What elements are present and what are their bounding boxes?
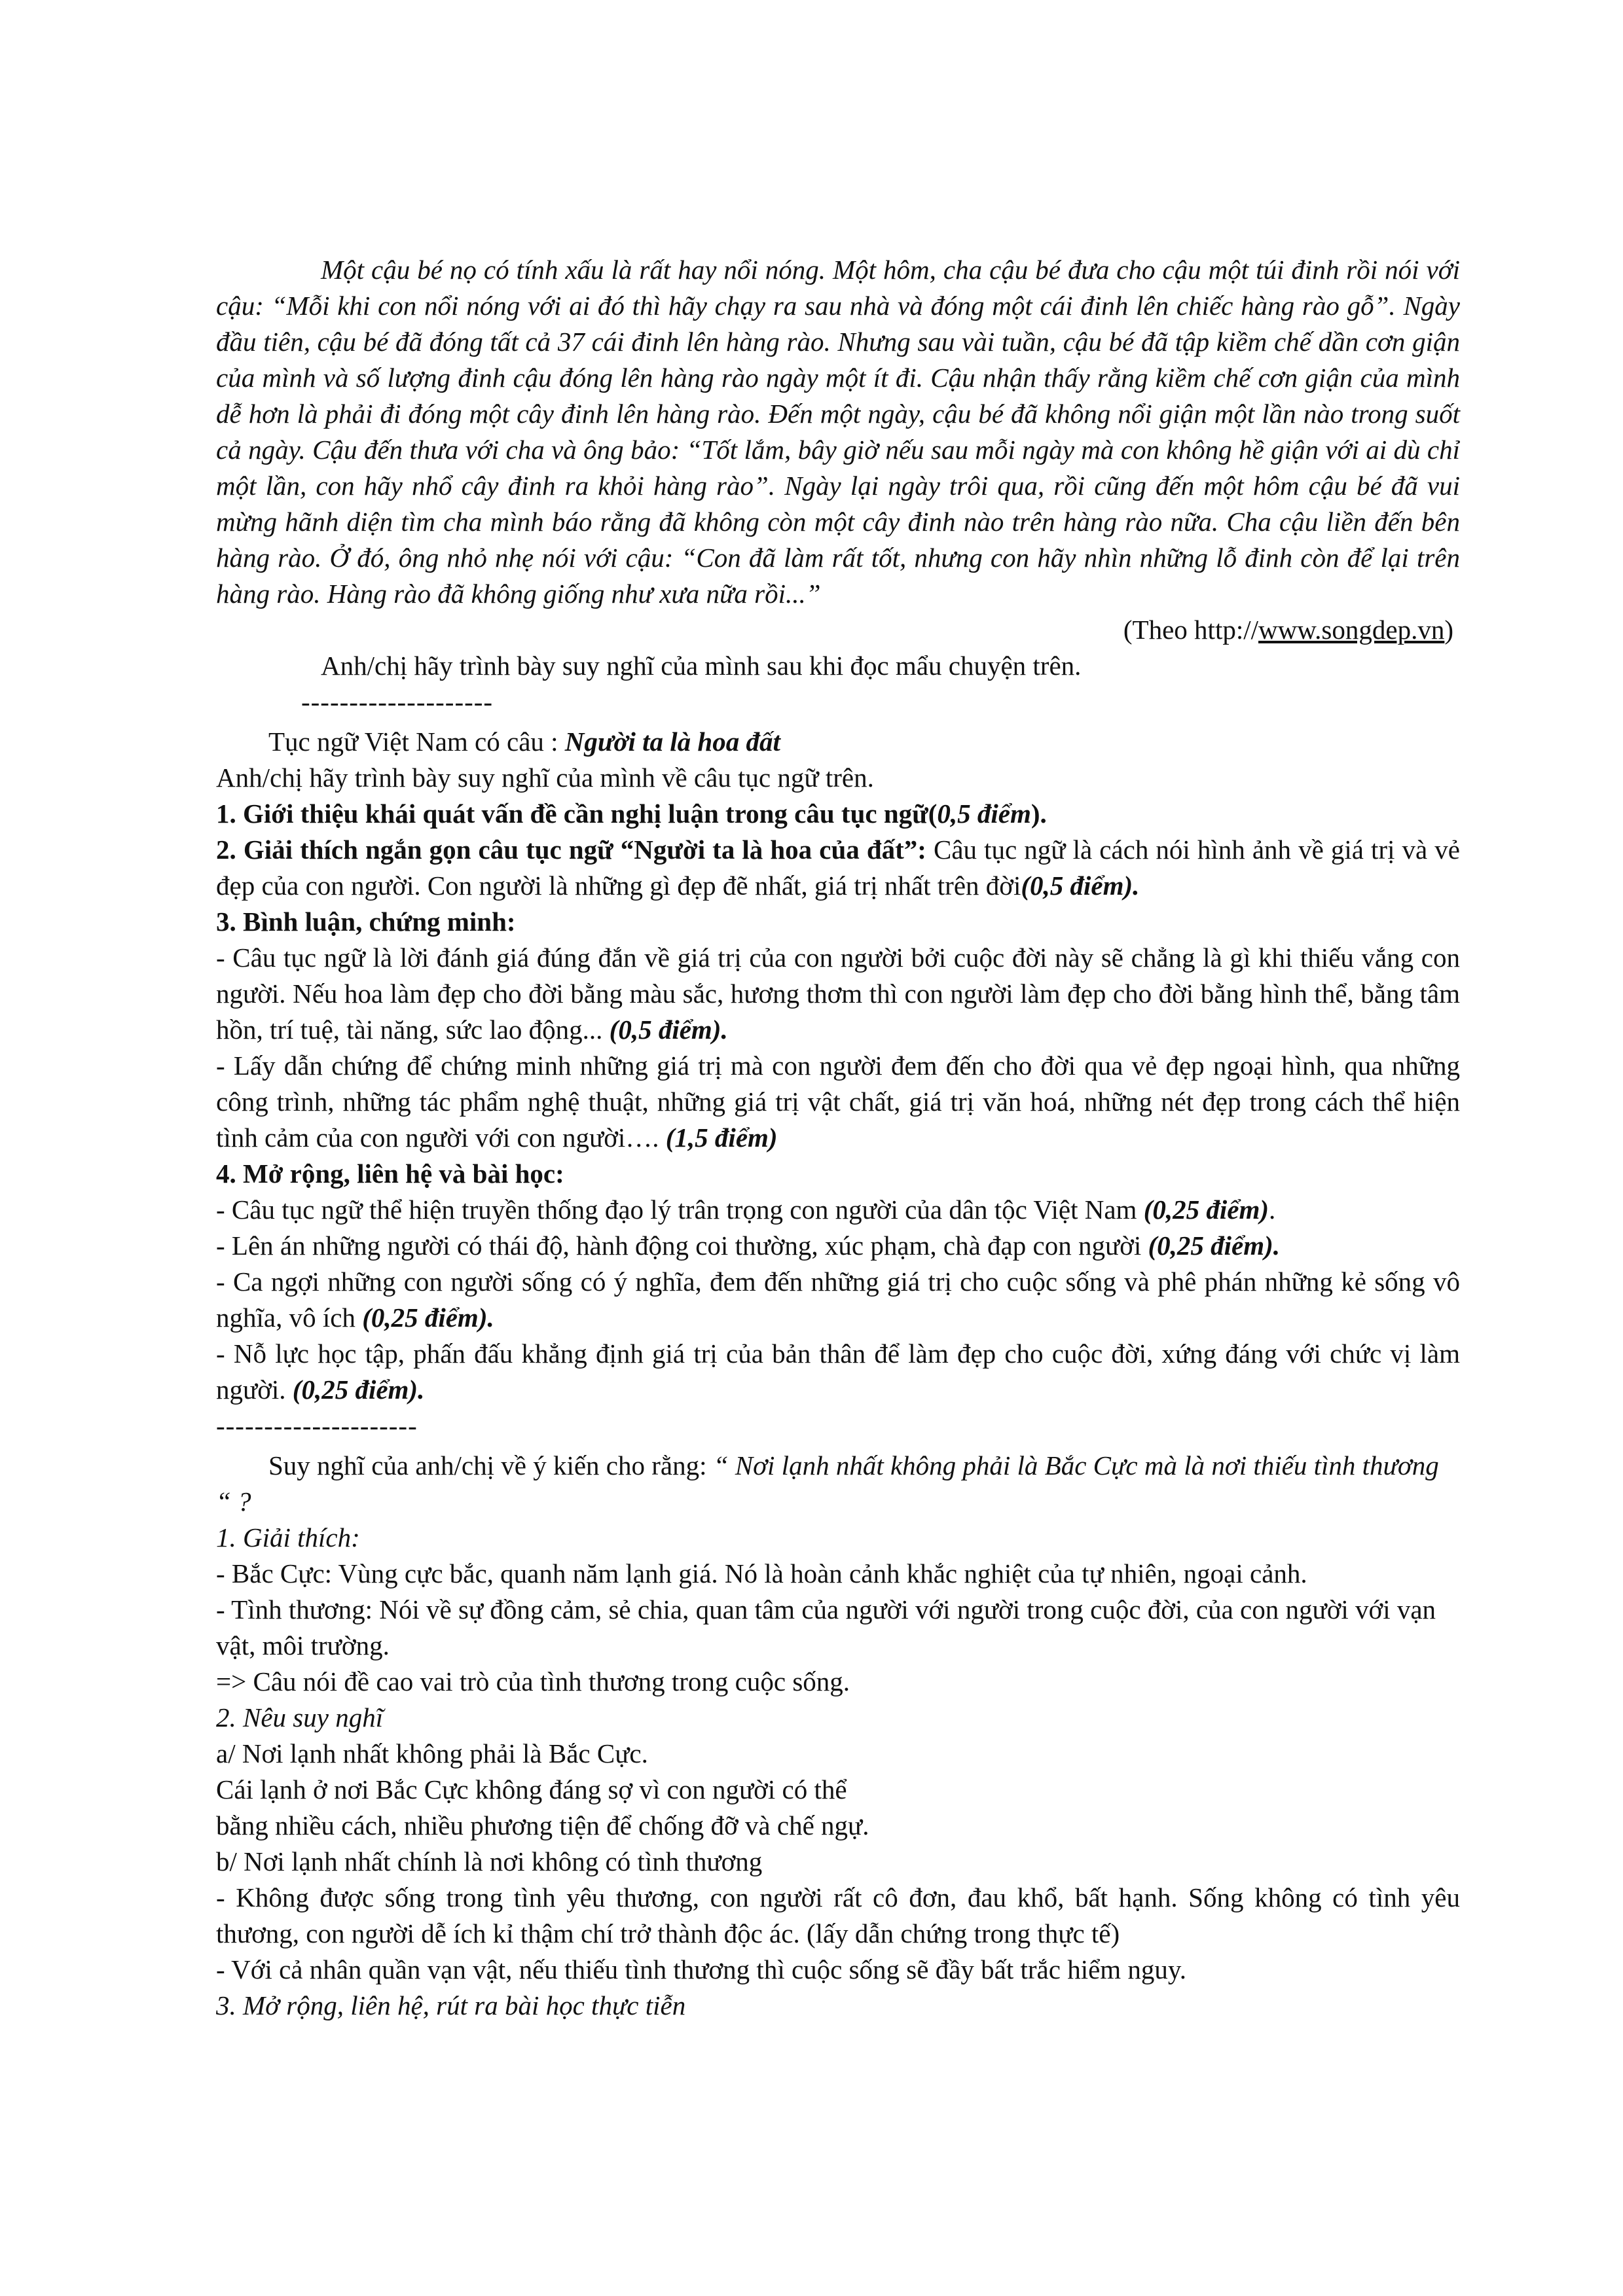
s1-heading: 1. Giới thiệu khái quát vấn đề cần nghị luận trong câu tục ngữ( bbox=[216, 798, 938, 829]
cold-intro-text: Suy nghĩ của anh/chị về ý kiến cho rằng: bbox=[268, 1450, 714, 1480]
cold-line-6: bằng nhiều cách, nhiều phương tiện để chống đỡ và chế ngự. bbox=[216, 1810, 869, 1840]
cold-quote: “ Nơi lạnh nhất không phải là Bắc Cực mà là nơi thiếu tình thương “ ? bbox=[216, 1450, 1439, 1516]
s3-p1-score: (0,5 điểm). bbox=[609, 1014, 728, 1045]
proverb-section-4-heading: 4. Mở rộng, liên hệ và bài học: bbox=[216, 1158, 564, 1189]
cold-line-4: a/ Nơi lạnh nhất không phải là Bắc Cực. bbox=[216, 1738, 648, 1768]
s4-p2-score: (0,25 điểm). bbox=[1148, 1230, 1281, 1261]
cold-heading-2: 2. Nêu suy nghĩ bbox=[216, 1702, 384, 1732]
source-prefix: (Theo http:// bbox=[1123, 615, 1259, 645]
source-link[interactable]: www.songdep.vn bbox=[1258, 615, 1445, 645]
s2-score: (0,5 điểm). bbox=[1021, 870, 1140, 901]
proverb-s3-para-2 bbox=[216, 1048, 1460, 1156]
cold-line-7: b/ Nơi lạnh nhất chính là nơi không có tình thương bbox=[216, 1846, 763, 1876]
cold-intro bbox=[216, 1448, 1460, 1520]
cold-line-2: - Tình thương: Nói về sự đồng cảm, sẻ chia, quan tâm của người với người trong cuộc đời, của con người với vạn vật, môi trường. bbox=[216, 1594, 1436, 1660]
s2-text: Câu tục ngữ là cách nói hình ảnh về giá trị và vẻ đẹp của con người. Con người là những gì đẹp đẽ nhất, giá trị nhất trên đời bbox=[216, 834, 1460, 901]
s4-p2-text: - Lên án những người có thái độ, hành động coi thường, xúc phạm, chà đạp con người bbox=[216, 1230, 1148, 1261]
s2-heading: 2. Giải thích ngắn gọn câu tục ngữ “Người ta là hoa của đất”: bbox=[216, 834, 934, 865]
cold-line-9: - Với cả nhân quần vạn vật, nếu thiếu tình thương thì cuộc sống sẽ đầy bất trắc hiểm nguy. bbox=[216, 1954, 1187, 1984]
separator-1: -------------------- bbox=[301, 687, 494, 717]
proverb-intro bbox=[216, 724, 1460, 760]
proverb-section-1 bbox=[216, 796, 1460, 832]
source-suffix: ) bbox=[1444, 615, 1453, 645]
s1-end: ). bbox=[1030, 798, 1047, 829]
proverb-s3-para-1 bbox=[216, 940, 1460, 1048]
s3-p2-text: - Lấy dẫn chứng để chứng minh những giá trị mà con người đem đến cho đời qua vẻ đẹp ngoại hình, qua những công trình, những tác phẩm nghệ thuật, những giá trị vật chất, giá trị văn hoá, những nét đẹp trong cách thể hiện tình cảm của con người với con người…. bbox=[216, 1050, 1460, 1153]
cold-line-3: => Câu nói đề cao vai trò của tình thương trong cuộc sống. bbox=[216, 1666, 850, 1696]
document-page bbox=[216, 252, 1460, 2024]
s3-p2-score: (1,5 điểm) bbox=[665, 1122, 778, 1153]
story-prompt: Anh/chị hãy trình bày suy nghĩ của mình sau khi đọc mẩu chuyện trên. bbox=[321, 651, 1082, 681]
cold-heading-3: 3. Mở rộng, liên hệ, rút ra bài học thực tiễn bbox=[216, 1990, 686, 2020]
s4-p4-text: - Nỗ lực học tập, phấn đấu khẳng định giá trị của bản thân để làm đẹp cho cuộc đời, xứng đáng với chức vị làm người. bbox=[216, 1338, 1460, 1405]
proverb-section-2 bbox=[216, 832, 1460, 904]
s3-p1-text: - Câu tục ngữ là lời đánh giá đúng đắn về giá trị của con người bởi cuộc đời này sẽ chẳng là gì khi thiếu vắng con người. Nếu hoa làm đẹp cho đời bằng màu sắc, hương thơm thì con người làm đẹp cho đời bằng hình thể, bằng tâm hồn, trí tuệ, tài năng, sức lao động... bbox=[216, 942, 1460, 1045]
proverb-intro-text: Tục ngữ Việt Nam có câu : bbox=[268, 726, 565, 757]
cold-line-5: Cái lạnh ở nơi Bắc Cực không đáng sợ vì con người có thể bbox=[216, 1774, 847, 1804]
proverb-s4-para-2 bbox=[216, 1228, 1460, 1264]
story-source bbox=[216, 612, 1460, 648]
cold-heading-1: 1. Giải thích: bbox=[216, 1522, 360, 1552]
proverb-quote: Người ta là hoa đất bbox=[564, 726, 780, 757]
s4-p4-score: (0,25 điểm). bbox=[292, 1374, 425, 1405]
proverb-prompt: Anh/chị hãy trình bày suy nghĩ của mình về câu tục ngữ trên. bbox=[216, 762, 874, 793]
cold-line-1: - Bắc Cực: Vùng cực bắc, quanh năm lạnh giá. Nó là hoàn cảnh khắc nghiệt của tự nhiên, ngoại cảnh. bbox=[216, 1558, 1307, 1588]
s4-p1-score: (0,25 điểm) bbox=[1143, 1194, 1269, 1225]
proverb-s4-para-4 bbox=[216, 1336, 1460, 1408]
proverb-s4-para-1: - Câu tục ngữ thể hiện truyền thống đạo lý trân trọng con người của dân tộc Việt Nam (0,25 điểm). bbox=[216, 1194, 1276, 1225]
s4-p1-text: - Câu tục ngữ thể hiện truyền thống đạo lý trân trọng con người của dân tộc Việt Nam bbox=[216, 1194, 1144, 1225]
separator-2: --------------------- bbox=[216, 1410, 418, 1441]
s1-score: 0,5 điểm bbox=[937, 798, 1031, 829]
s4-p3-text: - Ca ngợi những con người sống có ý nghĩa, đem đến những giá trị cho cuộc sống và phê phán những kẻ sống vô nghĩa, vô ích bbox=[216, 1266, 1460, 1333]
story-paragraph: Một cậu bé nọ có tính xấu là rất hay nổi nóng. Một hôm, cha cậu bé đưa cho cậu một túi đinh rồi nói với cậu: “Mỗi khi con nổi nóng với ai đó thì hãy chạy ra sau nhà và đóng một cái đinh lên chiếc hàng rào gỗ”. Ngày đầu tiên, cậu bé đã đóng tất cả 37 cái đinh lên hàng rào. Nhưng sau vài tuần, cậu bé đã tập kiềm chế dần cơn giận của mình và số lượng đinh cậu đóng lên hàng rào ngày một ít đi. Cậu nhận thấy rằng kiềm chế cơn giận của mình dễ hơn là phải đi đóng một cây đinh lên hàng rào. Đến một ngày, cậu bé đã không nổi giận một lần nào trong suốt cả ngày. Cậu đến thưa với cha và ông bảo: “Tốt lắm, bây giờ nếu sau mỗi ngày mà con không hề giận với ai dù chỉ một lần, con hãy nhổ cây đinh ra khỏi hàng rào”. Ngày lại ngày trôi qua, rồi cũng đến một hôm cậu bé đã vui mừng hãnh diện tìm cha mình báo rằng đã không còn một cây đinh nào trên hàng rào nữa. Cha cậu liền đến bên hàng rào. Ở đó, ông nhỏ nhẹ nói với cậu: “Con đã làm rất tốt, nhưng con hãy nhìn những lỗ đinh còn để lại trên hàng rào. Hàng rào đã không giống như xưa nữa rồi...” bbox=[216, 255, 1460, 609]
cold-line-8: - Không được sống trong tình yêu thương, con người rất cô đơn, đau khổ, bất hạnh. Sống không có tình yêu thương, con người dễ ích kỉ thậm chí trở thành độc ác. (lấy dẫn chứng trong thực tế) bbox=[216, 1882, 1460, 1948]
proverb-section-3-heading: 3. Bình luận, chứng minh: bbox=[216, 906, 516, 937]
proverb-s4-para-3 bbox=[216, 1264, 1460, 1336]
s4-p3-score: (0,25 điểm). bbox=[362, 1302, 494, 1333]
